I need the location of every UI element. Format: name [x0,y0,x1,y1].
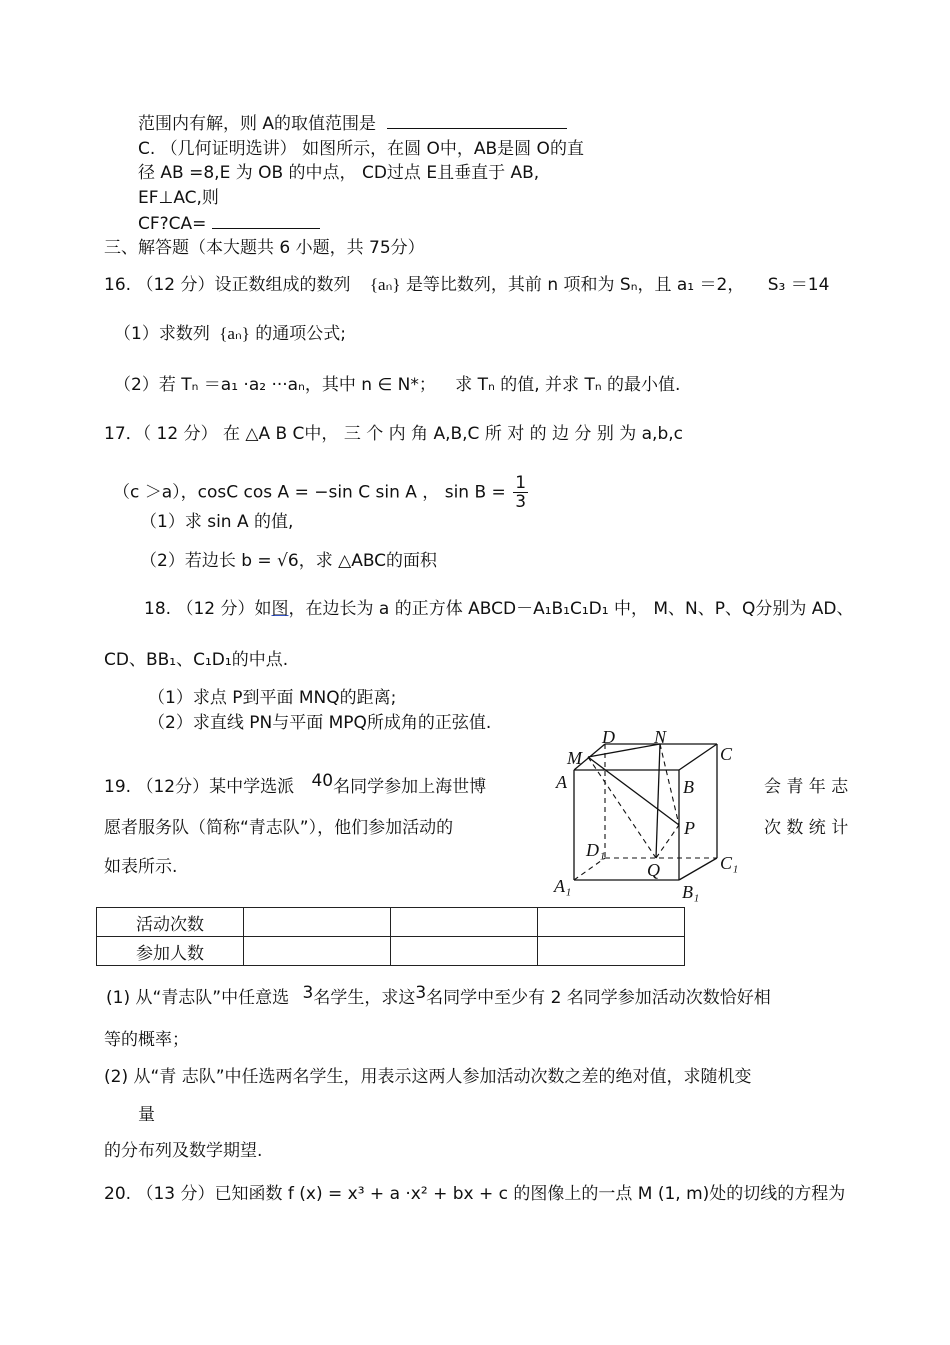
table-cell [244,908,391,937]
q16-p1a: （1）求数列 [114,324,210,344]
q19-line3: 如表所示. [104,857,178,877]
q17-part1: （1）求 sin A 的值, [140,512,294,532]
section-3-heading: 三、解答题（本大题共 6 小题，共 75分） [104,238,425,258]
q16-part1 [114,323,346,345]
label-M: M [567,748,582,768]
line-diameter: 径 AB =8,E 为 OB 的中点， CD过点 E且垂直于 AB, [138,163,540,183]
cube-figure [552,730,752,905]
q16-sequence: {aₙ} [369,275,401,294]
q19-part2: (2) 从“青 志队”中任选两名学生，用表示这两人参加活动次数之差的绝对值，求随机变 [104,1067,752,1087]
table-row [97,908,685,937]
q17-cond-text: （c ＞a），cosC cos A = −sin C sin A ， sin B = [113,482,506,503]
q18-head-b: ，在边长为 a 的正方体 ABCD－A₁B₁C₁D₁ 中， M、N、P、Q分别为 AD、 [288,599,854,619]
label-N: N [654,730,667,747]
q19-part1 [106,983,771,1009]
q19-p1a: (1) 从“青志队”中任意选 [106,988,290,1008]
line-ef: EF⊥AC,则 [138,188,219,208]
q19-part2-var: 量 [138,1105,155,1125]
table-cell [391,908,538,937]
table-cell [538,937,685,966]
q19-l1a: 19. （12分）某中学选派 [104,777,295,797]
q18-head [144,598,854,620]
q19-part1-cont: 等的概率； [104,1030,189,1050]
table-cell: 活动次数 [97,908,244,937]
q19-n3a: 3 [302,983,314,1003]
q17-fraction [513,474,528,511]
q20-line1: 20. （13 分）已知函数 f (x) = x³ + a ·x² + bx + c 的图像上的一点 M (1, m)处的切线的方程为 [104,1184,846,1204]
q17-part2: （2）若边长 b = √6，求 △ABC的面积 [140,551,438,571]
table-cell [538,908,685,937]
q16-head [104,274,829,296]
label-P: P [684,818,695,838]
q16-mid: 是等比数列，其前 n 项和为 Sₙ，且 a₁ ＝2， [405,275,745,295]
q19-line2-right: 次 数 统 计 [764,818,849,838]
table-cell [391,937,538,966]
q16-part2 [114,374,680,396]
label-A1: A₁ [554,876,572,896]
table-cell: 参加人数 [97,937,244,966]
line-cf [138,213,320,235]
line-geometry-c: C. （几何证明选讲） 如图所示，在圆 O中，AB是圆 O的直 [138,139,584,159]
q18-part1: （1）求点 P到平面 MNQ的距离; [148,688,397,708]
cf-text: CF?CA= [138,214,207,234]
q19-line1 [104,771,487,798]
answer-blank-range[interactable] [387,114,567,129]
q16-p1b: 的通项公式; [255,324,347,344]
label-D: D [602,730,615,747]
q16-p2b: 求 Tₙ 的值, 并求 Tₙ 的最小值. [455,375,681,395]
q19-p1b: 名学生，求这 [313,988,416,1008]
table-cell [244,937,391,966]
q18-head-a: 18. （12 分）如 [144,599,272,619]
label-C1: C₁ [720,853,739,873]
q19-part2-cont: 的分布列及数学期望. [104,1141,263,1161]
frac-denominator: 3 [515,492,527,512]
line-range [138,113,567,135]
q16-head-text: 16. （12 分）设正数组成的数列 [104,275,351,295]
figure-link[interactable]: 图 [271,599,289,619]
q18-line2: CD、BB₁、C₁D₁的中点. [104,650,289,670]
label-D1: D₁ [586,840,606,860]
label-B: B [683,777,694,797]
q19-l1b: 名同学参加上海世博 [333,777,487,797]
q16-s3: S₃ ＝14 [767,275,830,295]
label-Q: Q [647,860,660,880]
q18-part2: （2）求直线 PN与平面 MPQ所成角的正弦值. [148,713,492,733]
q19-line1-right: 会 青 年 志 [764,777,849,797]
label-A: A [556,772,567,792]
q19-line2: 愿者服务队（简称“青志队”），他们参加活动的 [104,818,454,838]
label-C: C [720,744,733,764]
activity-table [96,907,685,966]
q16-p2a: （2）若 Tₙ ＝a₁ ·a₂ ···aₙ，其中 n ∈ N*； [114,375,436,395]
q19-p1c: 名同学中至少有 2 名同学参加活动次数恰好相 [426,988,771,1008]
q17-head: 17．（ 12 分） 在 △A B C中， 三 个 内 角 A,B,C 所 对 的 边 分 别 为 a,b,c [104,424,684,444]
answer-blank-cf[interactable] [212,214,320,229]
q16-p1-seq: {aₙ} [219,324,250,343]
q19-n3b: 3 [415,983,427,1003]
label-B1: B₁ [682,882,700,902]
range-text: 范围内有解，则 A的取值范围是 [138,114,377,134]
frac-numerator: 1 [515,473,527,493]
q17-cond [113,474,528,511]
q19-count-40: 40 [311,771,334,791]
table-row [97,937,685,966]
